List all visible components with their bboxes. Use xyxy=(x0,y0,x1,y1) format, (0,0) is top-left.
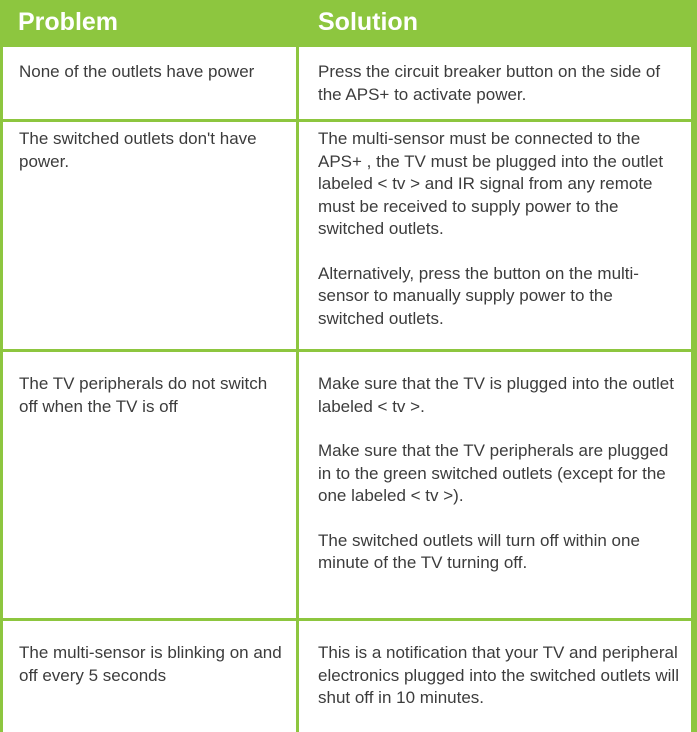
problem-cell-1 xyxy=(3,47,296,119)
problem-text: The TV peripherals do not switch off when the TV is off xyxy=(19,374,268,416)
solution-text: Make sure that the TV is plugged into the outlet labeled < tv >. xyxy=(318,374,674,416)
solution-cell-1 xyxy=(299,47,691,119)
problem-text: None of the outlets have power xyxy=(19,62,255,81)
solution-column-header: Solution xyxy=(318,7,418,36)
solution-text: Alternatively, press the button on the multi-sensor to manually supply power to the switched outlets. xyxy=(318,263,639,328)
problem-column-header: Problem xyxy=(18,7,119,36)
problem-cell-4 xyxy=(3,621,296,732)
problem-text: The switched outlets don't have power. xyxy=(19,129,257,171)
problem-cell-2 xyxy=(3,122,296,349)
problem-cell-3 xyxy=(3,352,296,618)
problem-text: The multi-sensor is blinking on and off every 5 seconds xyxy=(19,643,282,685)
solution-cell-3 xyxy=(299,352,691,618)
solution-text: The switched outlets will turn off within one minute of the TV turning off. xyxy=(318,530,640,572)
solution-text: This is a notification that your TV and peripheral electronics plugged into the switched outlets will shut off in 10 minutes. xyxy=(318,643,679,707)
solution-cell-2 xyxy=(299,122,691,349)
solution-cell-4 xyxy=(299,621,691,732)
solution-text: Make sure that the TV peripherals are plugged in to the green switched outlets (except for the one labeled < tv >). xyxy=(318,441,669,505)
solution-text: The multi-sensor must be connected to the APS+ , the TV must be plugged into the outlet labeled < tv > and IR signal from any remote must be received to supply power to the switched outlets. xyxy=(318,129,664,238)
solution-text: Press the circuit breaker button on the side of the APS+ to activate power. xyxy=(318,62,661,104)
